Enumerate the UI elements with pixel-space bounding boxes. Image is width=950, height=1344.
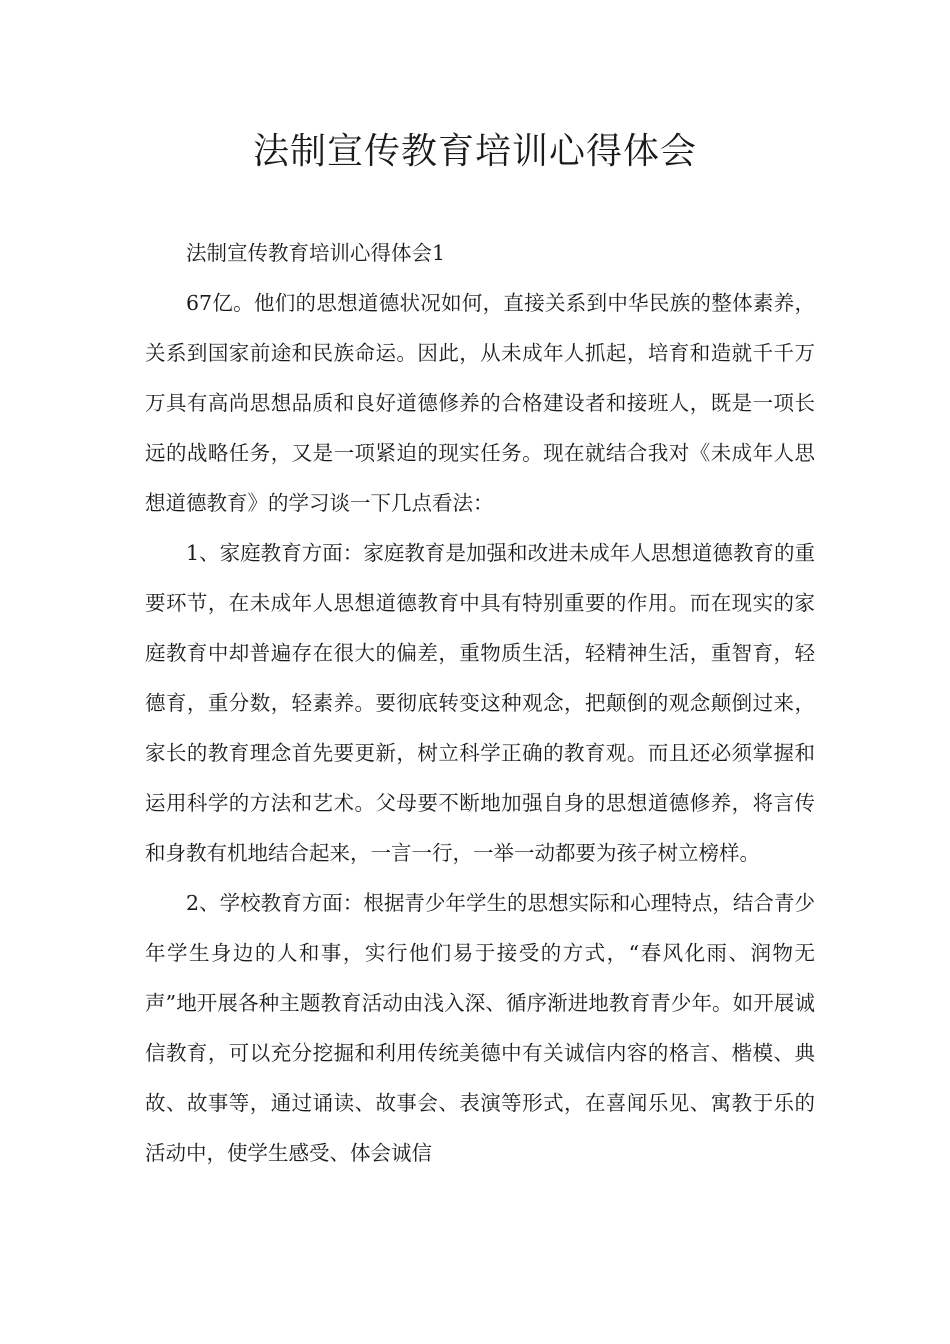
paragraph-intro: 67亿。他们的思想道德状况如何，直接关系到中华民族的整体素养，关系到国家前途和民族命运。因此，从未成年人抓起，培育和造就千千万万具有高尚思想品质和良好道德修养的合格建设者和接班人，既是一项长远的战略任务，又是一项紧迫的现实任务。现在就结合我对《未成年人思想道德教育》的学习谈一下几点看法： — [145, 291, 815, 515]
section-heading: 法制宣传教育培训心得体会1 — [186, 241, 446, 265]
document-title: 法制宣传教育培训心得体会 — [252, 131, 697, 172]
document-body — [145, 228, 815, 1178]
paragraph-family-education: 1、家庭教育方面：家庭教育是加强和改进未成年人思想道德教育的重要环节，在未成年人思想道德教育中具有特别重要的作用。而在现实的家庭教育中却普遍存在很大的偏差，重物质生活，轻精神生活，重智育，轻德育，重分数，轻素养。要彻底转变这种观念，把颠倒的观念颠倒过来，家长的教育理念首先要更新，树立科学正确的教育观。而且还必须掌握和运用科学的方法和艺术。父母要不断地加强自身的思想道德修养，将言传和身教有机地结合起来，一言一行，一举一动都要为孩子树立榜样。 — [145, 541, 815, 865]
paragraph-school-education: 2、学校教育方面：根据青少年学生的思想实际和心理特点，结合青少年学生身边的人和事，实行他们易于接受的方式，“春风化雨、润物无声”地开展各种主题教育活动由浅入深、循序渐进地教育青少年。如开展诚信教育，可以充分挖掘和利用传统美德中有关诚信内容的格言、楷模、典故、故事等，通过诵读、故事会、表演等形式，在喜闻乐见、寓教于乐的活动中，使学生感受、体会诚信 — [145, 891, 815, 1165]
